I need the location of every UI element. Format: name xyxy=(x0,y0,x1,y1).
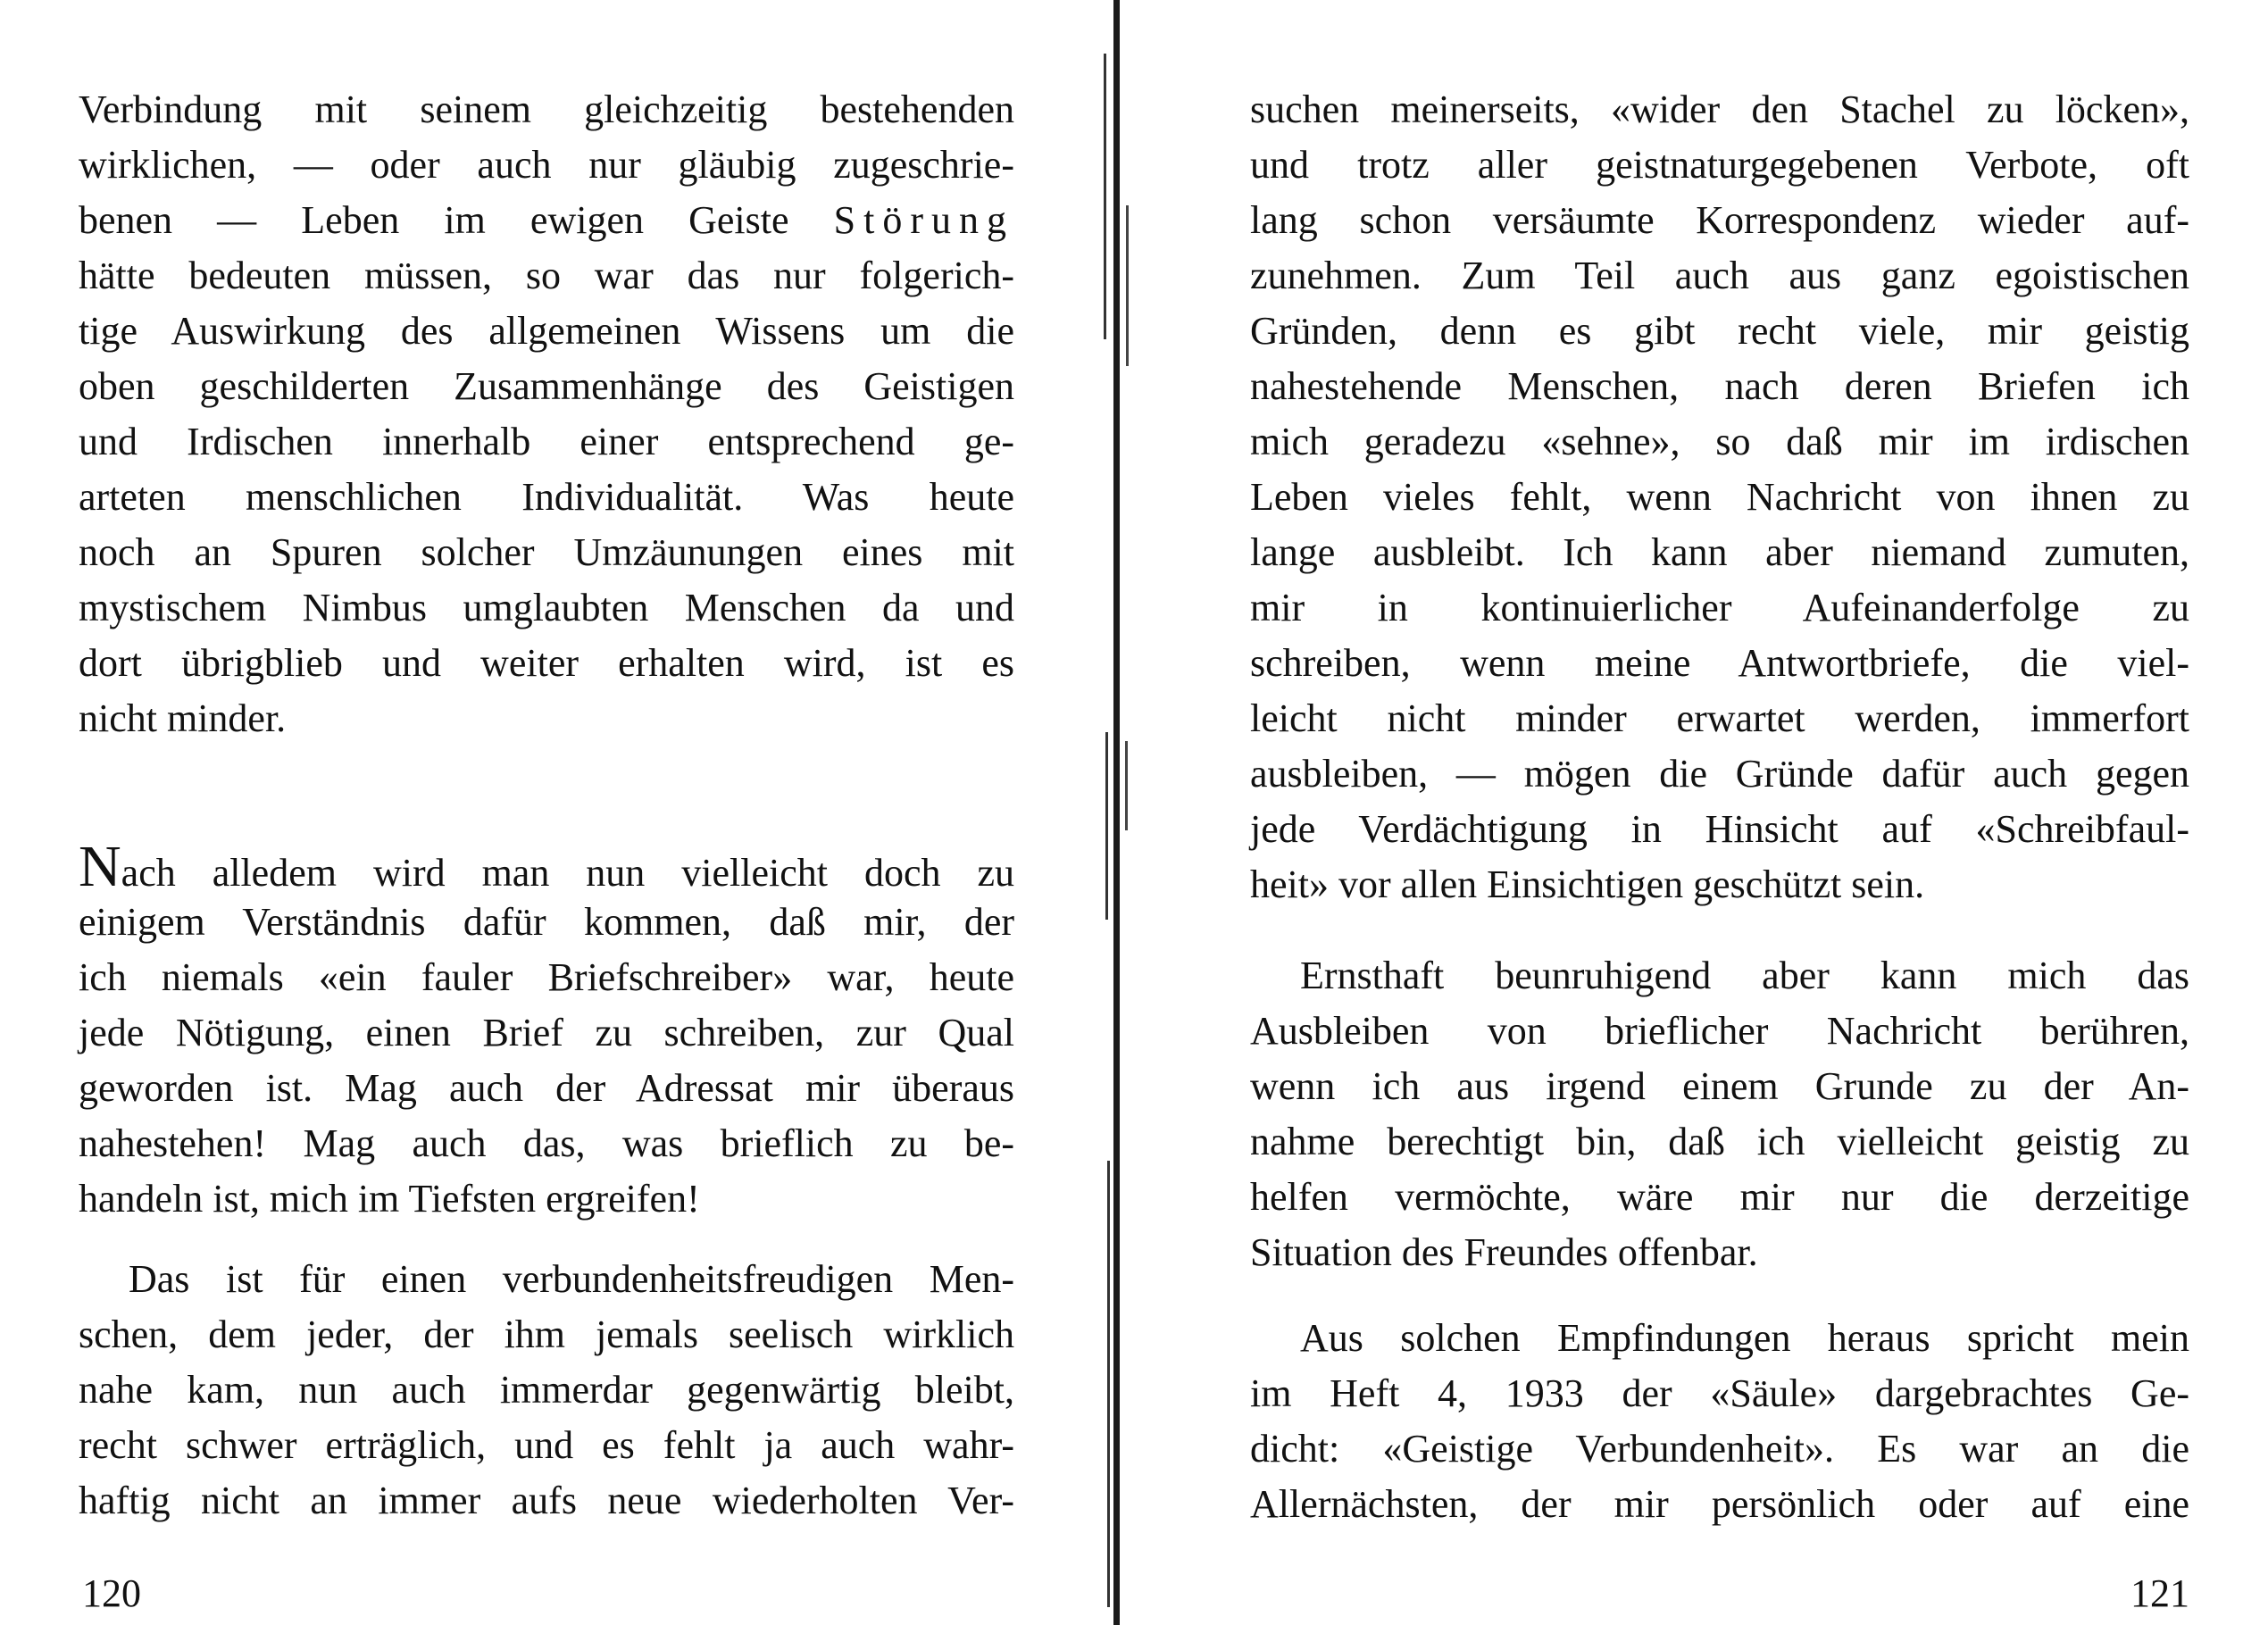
text-line: jede Verdächtigung in Hinsicht auf «Schreibfaul- xyxy=(1250,807,2189,851)
text-line: lange ausbleibt. Ich kann aber niemand zumuten, xyxy=(1250,530,2189,574)
text-line: mich geradezu «sehne», so daß mir im irdischen xyxy=(1250,420,2189,463)
text-line: dort übrigblieb und weiter erhalten wird, ist es xyxy=(79,641,1014,685)
scan-artifact xyxy=(1105,732,1108,920)
right-paragraph-1 xyxy=(1250,82,2189,912)
text-line: leicht nicht minder erwartet werden, immerfort xyxy=(1250,696,2189,740)
text-line: oben geschilderten Zusammenhänge des Geistigen xyxy=(79,364,1014,408)
text-fragment: benen — Leben im ewigen Geiste xyxy=(79,198,789,242)
text-line: wenn ich aus irgend einem Grunde zu der An- xyxy=(1250,1064,2189,1108)
text-line-with-spaced-word xyxy=(79,193,1014,248)
text-line: Allernächsten, der mir persönlich oder auf eine xyxy=(1250,1482,2189,1526)
text-line: heit» vor allen Einsichtigen geschützt sein. xyxy=(1250,862,1925,906)
drop-cap: N xyxy=(79,834,121,899)
right-paragraph-2 xyxy=(1250,948,2189,1280)
page-number-right: 121 xyxy=(2130,1571,2189,1615)
left-paragraph-3 xyxy=(79,1252,1014,1529)
text-line: jede Nötigung, einen Brief zu schreiben, zur Qual xyxy=(79,1011,1014,1054)
left-paragraph-2 xyxy=(79,834,1014,1227)
text-line: Gründen, denn es gibt recht viele, mir geistig xyxy=(1250,309,2189,353)
text-line: Verbindung mit seinem gleichzeitig bestehenden xyxy=(79,88,1014,131)
text-line: helfen vermöchte, wäre mir nur die derzeitige xyxy=(1250,1175,2189,1219)
text-line: Ernsthaft beunruhigend aber kann mich das xyxy=(1300,954,2189,997)
page-number-left: 120 xyxy=(82,1571,141,1615)
text-line-with-dropcap xyxy=(79,834,1014,899)
text-line: und trotz aller geistnaturgegebenen Verbote, oft xyxy=(1250,143,2189,187)
left-page xyxy=(0,0,1107,1625)
text-line: Das ist für einen verbundenheitsfreudigen Men- xyxy=(129,1257,1014,1301)
text-line: haftig nicht an immer aufs neue wiederholten Ver- xyxy=(79,1479,1014,1522)
text-line: nahme berechtigt bin, daß ich vielleicht geistig zu xyxy=(1250,1120,2189,1163)
binding-line xyxy=(1113,0,1120,1625)
text-line: ich niemals «ein fauler Briefschreiber» war, heute xyxy=(79,955,1014,999)
text-line: geworden ist. Mag auch der Adressat mir überaus xyxy=(79,1066,1014,1110)
text-line: und Irdischen innerhalb einer entsprechend ge- xyxy=(79,420,1014,463)
text-line: Situation des Freundes offenbar. xyxy=(1250,1230,1758,1274)
text-line: nahe kam, nun auch immerdar gegenwärtig bleibt, xyxy=(79,1368,1014,1412)
text-line: nahestehen! Mag auch das, was brieflich zu be- xyxy=(79,1121,1014,1165)
text-line: Aus solchen Empfindungen heraus spricht mein xyxy=(1300,1316,2189,1360)
text-line: ausbleiben, — mögen die Gründe dafür auch gegen xyxy=(1250,752,2189,796)
text-line: suchen meinerseits, «wider den Stachel zu löcken», xyxy=(1250,88,2189,131)
text-line: einigem Verständnis dafür kommen, daß mir, der xyxy=(79,900,1014,944)
emphasized-word: Störung xyxy=(833,198,1014,242)
text-line: wirklichen, — oder auch nur gläubig zugeschrie- xyxy=(79,143,1014,187)
text-line: arteten menschlichen Individualität. Was heute xyxy=(79,475,1014,519)
left-paragraph-1 xyxy=(79,82,1014,746)
text-line: tige Auswirkung des allgemeinen Wissens um die xyxy=(79,309,1014,353)
text-line: noch an Spuren solcher Umzäunungen eines mit xyxy=(79,530,1014,574)
text-line: schreiben, wenn meine Antwortbriefe, die viel- xyxy=(1250,641,2189,685)
text-line: nicht minder. xyxy=(79,696,287,740)
text-line: handeln ist, mich im Tiefsten ergreifen! xyxy=(79,1177,700,1221)
text-line: zunehmen. Zum Teil auch aus ganz egoistischen xyxy=(1250,254,2189,297)
scan-artifact xyxy=(1107,1161,1110,1607)
right-paragraph-3 xyxy=(1250,1311,2189,1532)
right-page xyxy=(1125,0,2268,1625)
text-line: schen, dem jeder, der ihm jemals seelisch wirklich xyxy=(79,1312,1014,1356)
text-line: dicht: «Geistige Verbundenheit». Es war an die xyxy=(1250,1427,2189,1471)
text-line: lang schon versäumte Korrespondenz wieder auf- xyxy=(1250,198,2189,242)
scan-artifact xyxy=(1104,54,1106,339)
text-fragment: ach alledem wird man nun vielleicht doch zu xyxy=(121,851,1014,895)
text-line: recht schwer erträglich, und es fehlt ja auch wahr- xyxy=(79,1423,1014,1467)
text-line: nahestehende Menschen, nach deren Briefen ich xyxy=(1250,364,2189,408)
text-line: im Heft 4, 1933 der «Säule» dargebrachtes Ge- xyxy=(1250,1371,2189,1415)
text-line: hätte bedeuten müssen, so war das nur folgerich- xyxy=(79,254,1014,297)
text-line: Leben vieles fehlt, wenn Nachricht von ihnen zu xyxy=(1250,475,2189,519)
text-line: mir in kontinuierlicher Aufeinanderfolge zu xyxy=(1250,586,2189,629)
text-line: mystischem Nimbus umglaubten Menschen da und xyxy=(79,586,1014,629)
text-line: Ausbleiben von brieflicher Nachricht berühren, xyxy=(1250,1009,2189,1053)
